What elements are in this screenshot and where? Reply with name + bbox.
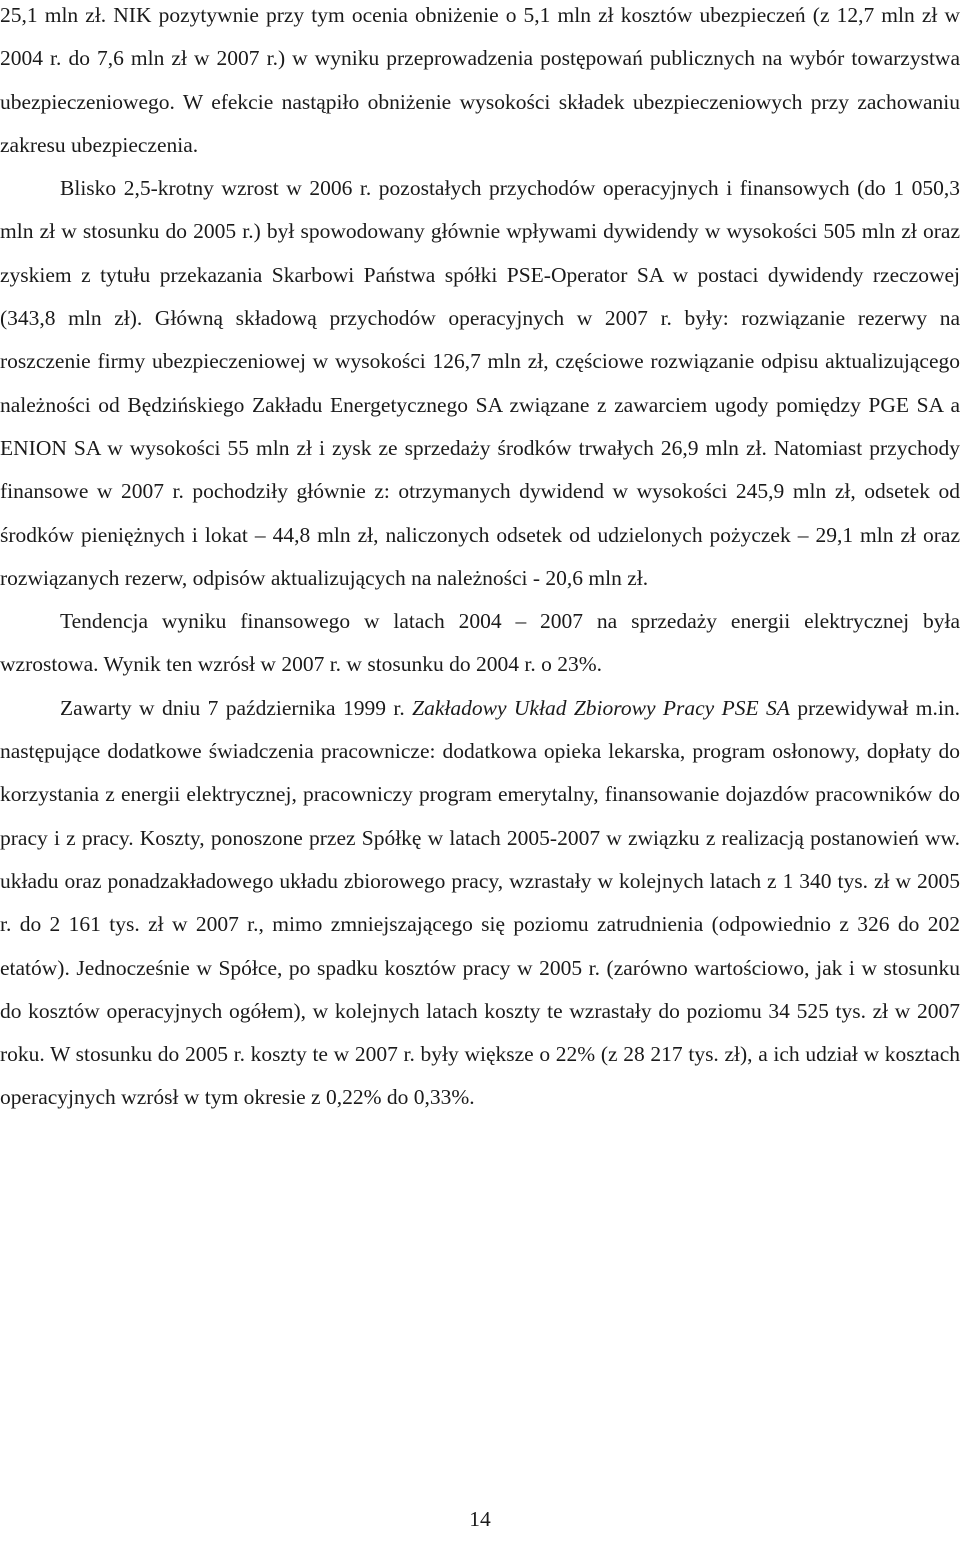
paragraph-text-before: Zawarty w dniu 7 października 1999 r. — [60, 695, 413, 720]
paragraph-text-after: przewidywał m.in. następujące dodatkowe świadczenia pracownicze: dodatkowa opieka lekarska, program osłonowy, dopłaty do korzystania z energii elektrycznej, pracowniczy program emerytalny, finansowanie dojazdów pracowników do pracy i z pracy. Koszty, ponoszone przez Spółkę w latach 2005-2007 w związku z realizacją postanowień ww. układu oraz ponadzakładowego układu zbiorowego pracy, wzrastały w kolejnych latach z 1 340 tys. zł w 2005 r. do 2 161 tys. zł w 2007 r., mimo zmniejszającego się poziomu zatrudnienia (odpowiednio z 326 do 202 etatów). Jednocześnie w Spółce, po spadku kosztów pracy w 2005 r. (zarówno wartościowo, jak i w stosunku do kosztów operacyjnych ogółem), w kolejnych latach koszty te wzrastały do poziomu 34 525 tys. zł w 2007 roku. W stosunku do 2005 r. koszty te w 2007 r. były większe o 22% (z 28 217 tys. zł), a ich udział w kosztach operacyjnych wzrósł w tym okresie z 0,22% do 0,33%. — [0, 695, 960, 1110]
paragraph-collective-agreement — [0, 687, 960, 1120]
paragraph-financial-result: Tendencja wyniku finansowego w latach 2004 – 2007 na sprzedaży energii elektrycznej była wzrostowa. Wynik ten wzrósł w 2007 r. w stosunku do 2004 r. o 23%. — [0, 609, 960, 677]
paragraph-other-revenues: Blisko 2,5-krotny wzrost w 2006 r. pozostałych przychodów operacyjnych i finansowych (do 1 050,3 mln zł w stosunku do 2005 r.) był spowodowany głównie wpływami dywidendy w wysokości 505 mln zł oraz zyskiem z tytułu przekazania Skarbowi Państwa spółki PSE-Operator SA w postaci dywidendy rzeczowej (343,8 mln zł). Główną składową przychodów operacyjnych w 2007 r. były: rozwiązanie rezerwy na roszczenie firmy ubezpieczeniowej w wysokości 126,7 mln zł, częściowe rozwiązanie odpisu aktualizującego należności od Będzińskiego Zakładu Energetycznego SA związane z zawarciem ugody pomiędzy PGE SA a ENION SA w wysokości 55 mln zł i zysk ze sprzedaży środków trwałych 26,9 mln zł. Natomiast przychody finansowe w 2007 r. pochodziły głównie z: otrzymanych dywidend w wysokości 245,9 mln zł, odsetek od środków pieniężnych i lokat – 44,8 mln zł, naliczonych odsetek od udzielonych pożyczek – 29,1 mln zł oraz rozwiązanych rezerw, odpisów aktualizujących na należności - 20,6 mln zł. — [0, 176, 960, 590]
page-number: 14 — [469, 1507, 491, 1531]
agreement-title: Zakładowy Układ Zbiorowy Pracy PSE SA — [412, 695, 790, 720]
paragraph-insurance-costs: 25,1 mln zł. NIK pozytywnie przy tym ocenia obniżenie o 5,1 mln zł kosztów ubezpieczeń (z 12,7 mln zł w 2004 r. do 7,6 mln zł w 2007 r.) w wyniku przeprowadzenia postępowań publicznych na wybór towarzystwa ubezpieczeniowego. W efekcie nastąpiło obniżenie wysokości składek ubezpieczeniowych przy zachowaniu zakresu ubezpieczenia. — [0, 3, 960, 157]
